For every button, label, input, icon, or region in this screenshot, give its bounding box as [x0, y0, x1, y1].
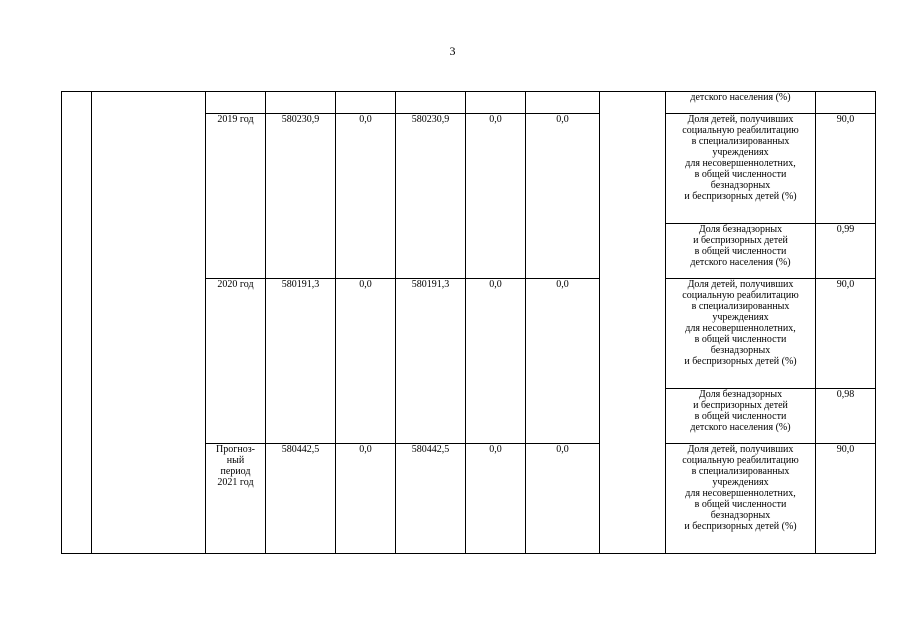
budget-indicators-table — [61, 91, 876, 554]
total-value: 580191,3 — [266, 279, 336, 444]
indicator-text: Доля детей, получивших социальную реабилитацию в специализированных учреждениях для несовершеннолетних, в общей численности безнадзорных и беспризорных детей (%) — [666, 114, 816, 224]
page-number: 3 — [449, 44, 456, 58]
column-empty-1 — [62, 92, 92, 554]
budget-col2-value: 0,0 — [336, 114, 396, 279]
indicator-value: 0,99 — [816, 224, 876, 279]
budget-col5-value: 0,0 — [526, 114, 600, 279]
budget-col3-value: 580230,9 — [396, 114, 466, 279]
budget-col5-value: 0,0 — [526, 444, 600, 554]
period-label: Прогноз- ный период 2021 год — [206, 444, 266, 554]
budget-col4-value: 0,0 — [466, 444, 526, 554]
indicator-text: Доля безнадзорных и беспризорных детей в общей численности детского населения (%) — [666, 224, 816, 279]
column-empty-2 — [92, 92, 206, 554]
indicator-text: детского населения (%) — [666, 92, 816, 114]
budget-col3-value: 580191,3 — [396, 279, 466, 444]
indicator-value: 90,0 — [816, 114, 876, 224]
period-label: 2020 год — [206, 279, 266, 444]
column-empty-8 — [600, 92, 666, 554]
period-label: 2019 год — [206, 114, 266, 279]
total-value: 580442,5 — [266, 444, 336, 554]
indicator-text: Доля детей, получивших социальную реабилитацию в специализированных учреждениях для несовершеннолетних, в общей численности безнадзорных и беспризорных детей (%) — [666, 444, 816, 554]
budget-col2-value: 0,0 — [336, 279, 396, 444]
indicator-value: 0,98 — [816, 389, 876, 444]
budget-col2-value: 0,0 — [336, 444, 396, 554]
indicator-text: Доля безнадзорных и беспризорных детей в общей численности детского населения (%) — [666, 389, 816, 444]
indicator-value: 90,0 — [816, 279, 876, 389]
total-value: 580230,9 — [266, 114, 336, 279]
budget-col4-value: 0,0 — [466, 279, 526, 444]
budget-col4-value: 0,0 — [466, 114, 526, 279]
indicator-value: 90,0 — [816, 444, 876, 554]
budget-col5-value: 0,0 — [526, 279, 600, 444]
budget-col3-value: 580442,5 — [396, 444, 466, 554]
indicator-text: Доля детей, получивших социальную реабилитацию в специализированных учреждениях для несовершеннолетних, в общей численности безнадзорных и беспризорных детей (%) — [666, 279, 816, 389]
table-row-continuation — [62, 92, 876, 114]
